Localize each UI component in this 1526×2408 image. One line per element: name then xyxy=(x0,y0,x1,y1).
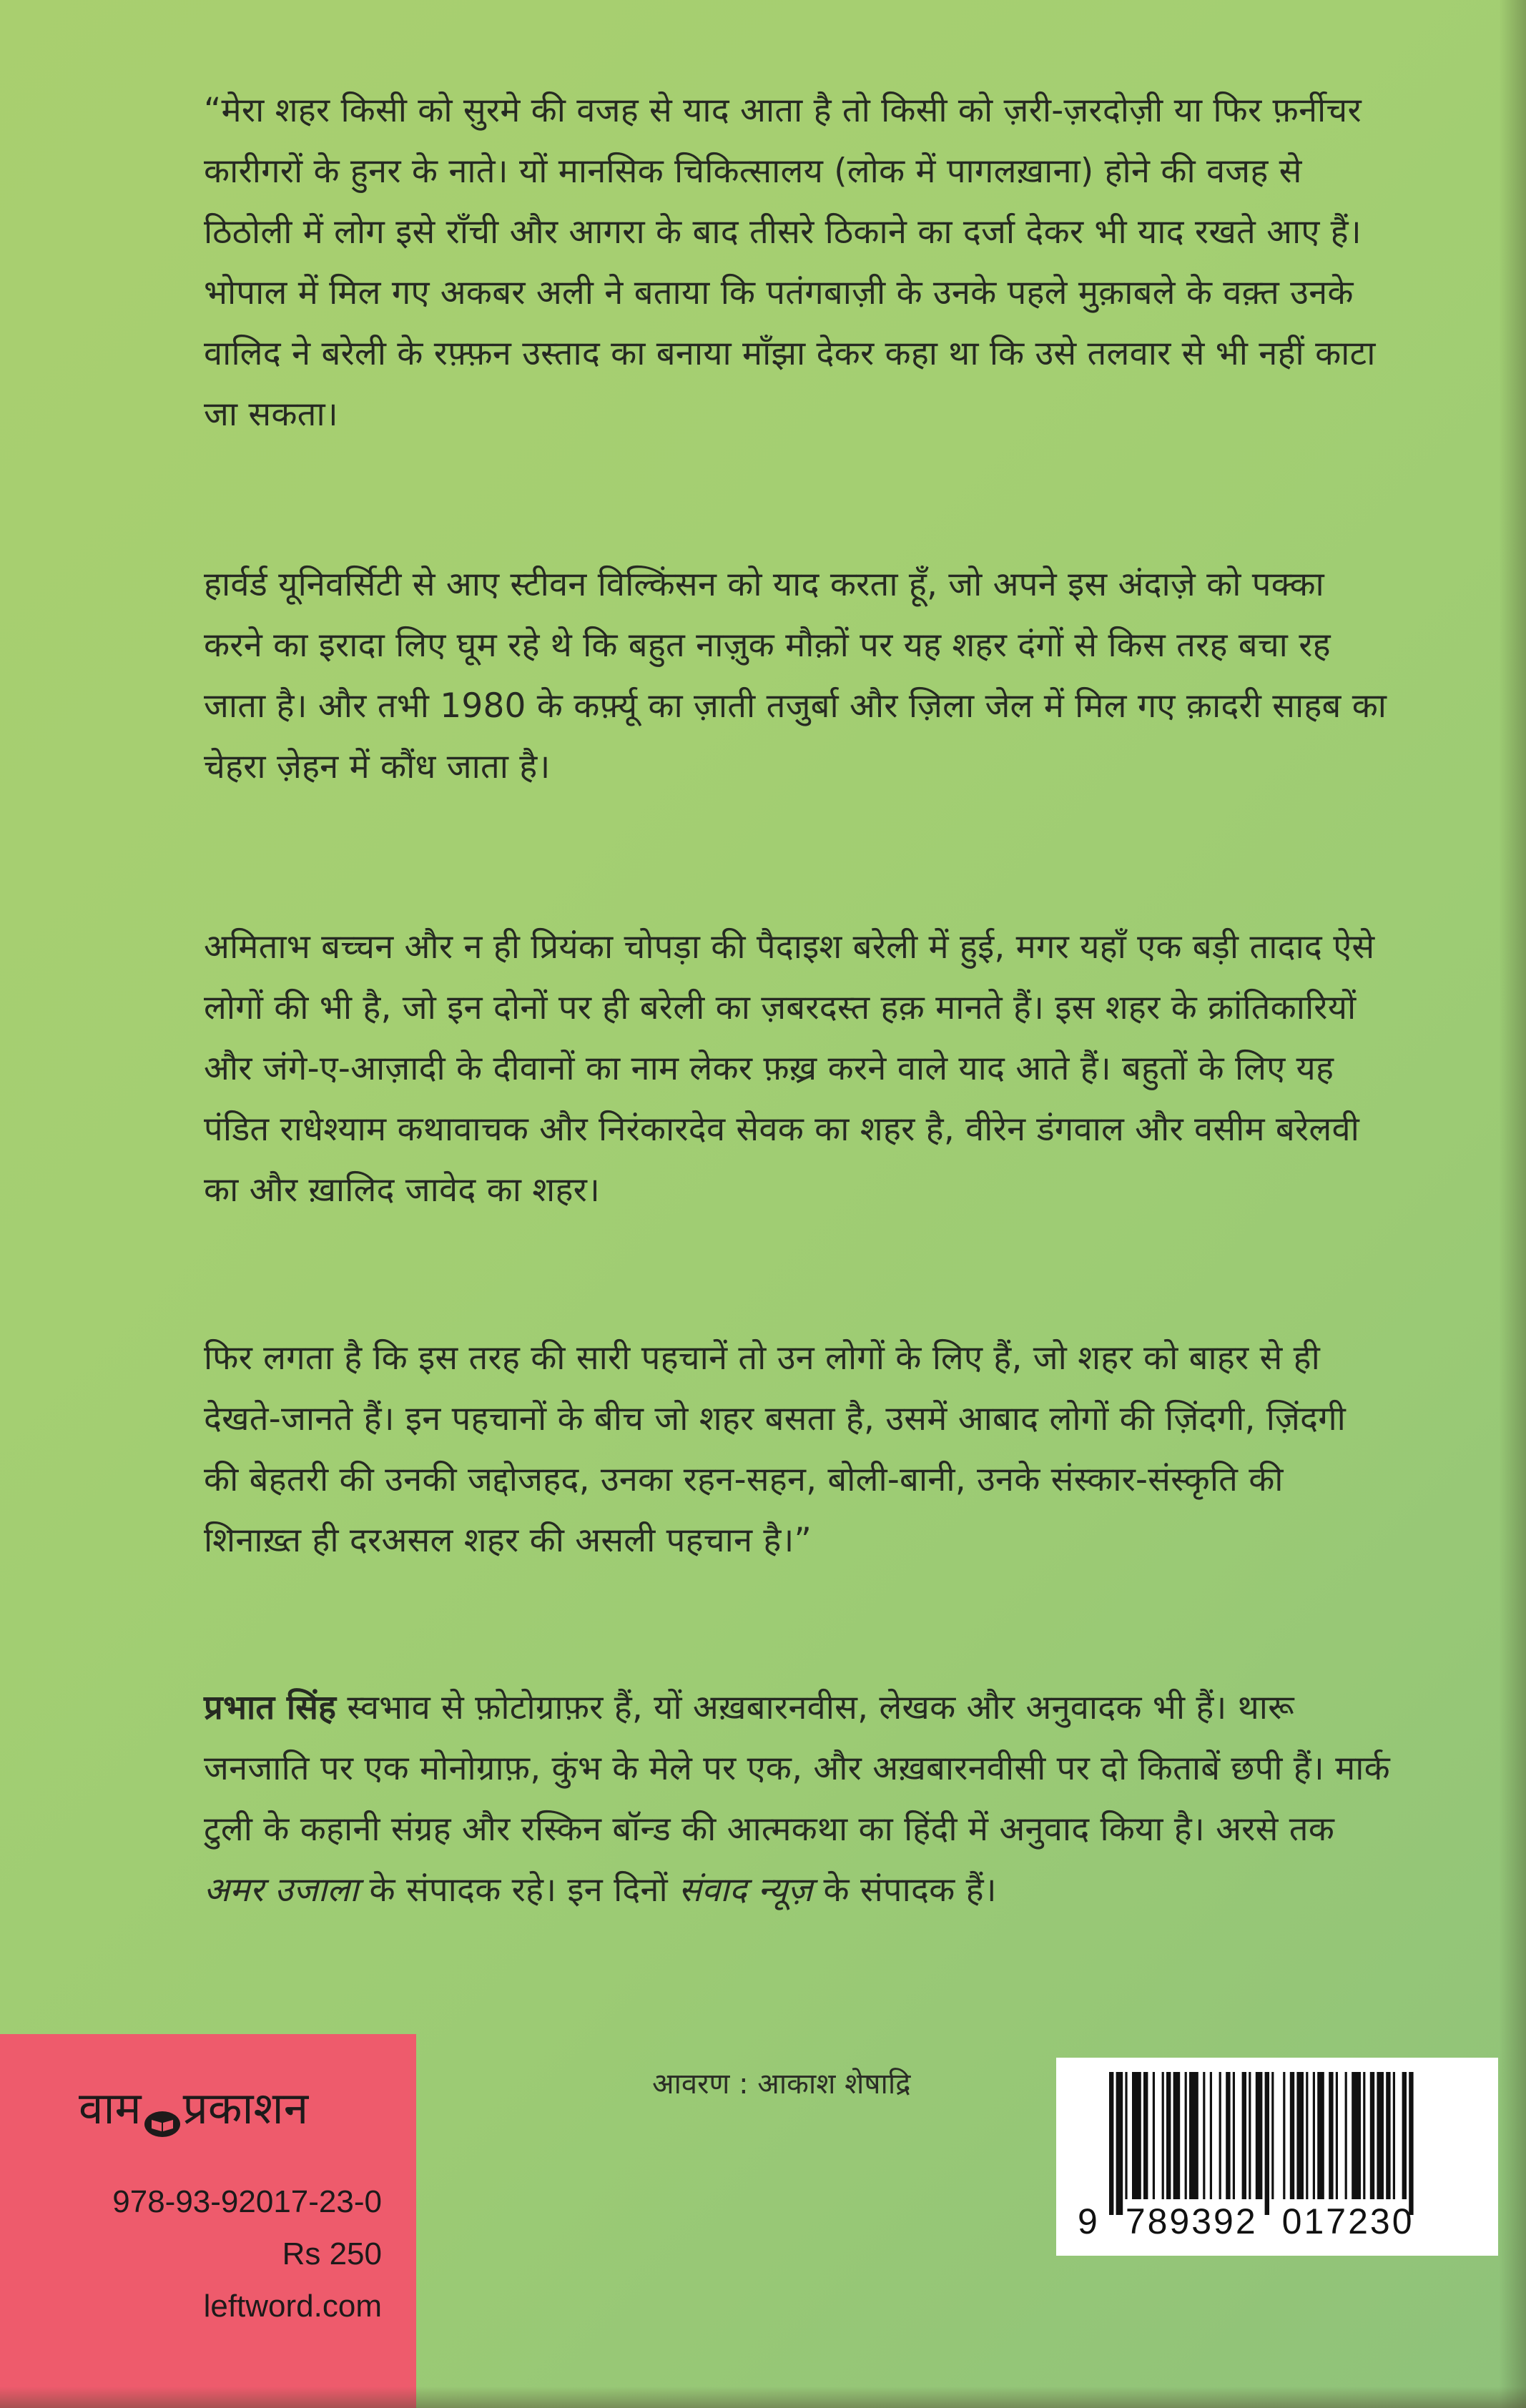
newspaper-title-2: संवाद न्यूज़ xyxy=(679,1870,813,1910)
barcode-bar xyxy=(1306,2072,1308,2199)
newspaper-title-1: अमर उजाला xyxy=(204,1870,359,1910)
publisher-logo-right: प्रकाशन xyxy=(182,2082,309,2134)
book-logo-icon xyxy=(143,2097,182,2126)
barcode-bar xyxy=(1296,2072,1304,2199)
barcode-bar xyxy=(1162,2072,1164,2199)
barcode-bar xyxy=(1153,2072,1155,2199)
barcode-bar xyxy=(1352,2072,1361,2199)
barcode-bar xyxy=(1249,2072,1251,2199)
barcode-bar xyxy=(1203,2072,1205,2199)
author-name: प्रभात सिंह xyxy=(204,1688,337,1727)
barcode-bar xyxy=(1317,2072,1324,2199)
blurb-paragraph-3-text: अमिताभ बच्चन और न ही प्रियंका चोपड़ा की पैदाइश बरेली में हुई, मगर यहाँ एक बड़ी तादाद ऐसे लोगों की भी है, जो इन दोनों पर ही बरेली का ज़बरदस्त हक़ मानते हैं। इस शहर के क्रांतिकारियों और जंगे-ए-आज़ादी के दीवानों का नाम लेकर फ़ख़्र करने वाले याद आते हैं। बहुतों के लिए यह पंडित राधेश्याम कथावाचक और निरंकारदेव सेवक का शहर है, वीरेन डंगवाल और वसीम बरेलवी का और ख़ालिद जावेद का शहर। xyxy=(204,927,1375,1210)
publisher-panel xyxy=(0,2034,416,2408)
barcode-bar xyxy=(1290,2072,1294,2199)
barcode-bar xyxy=(1377,2072,1384,2199)
cover-edge-shadow xyxy=(1499,0,1526,2408)
blurb-paragraph-4 xyxy=(204,1328,1391,1571)
barcode-bar xyxy=(1116,2072,1123,2215)
blurb-paragraph-1 xyxy=(204,80,1391,445)
isbn-barcode xyxy=(1056,2058,1498,2256)
publisher-website: leftword.com xyxy=(203,2289,382,2324)
barcode-bar xyxy=(1265,2072,1269,2215)
isbn-number: 978-93-92017-23-0 xyxy=(112,2184,382,2219)
author-bio-text xyxy=(204,1677,1391,1920)
barcode-digits-group-1: 789392 xyxy=(1125,2201,1258,2241)
barcode-bar xyxy=(1386,2072,1390,2199)
barcode-bar xyxy=(1125,2072,1127,2199)
author-bio xyxy=(204,1677,1391,1920)
barcode-bar xyxy=(1185,2072,1187,2199)
barcode-lead-digit: 9 xyxy=(1078,2201,1100,2241)
author-bio-part-2: के संपादक रहे। इन दिनों xyxy=(358,1870,679,1910)
barcode-bar xyxy=(1166,2072,1171,2199)
barcode-bar xyxy=(1370,2072,1374,2199)
barcode-bar xyxy=(1242,2072,1246,2199)
book-price: Rs 250 xyxy=(282,2236,382,2271)
barcode-bar xyxy=(1271,2072,1274,2199)
cover-bottom-shadow xyxy=(0,2387,1526,2408)
barcode-bar xyxy=(1409,2072,1413,2215)
blurb-paragraph-4-text: फिर लगता है कि इस तरह की सारी पहचानें तो उन लोगों के लिए हैं, जो शहर को बाहर से ही देखते-जानते हैं। इन पहचानों के बीच जो शहर बसता है, उसमें आबाद लोगों की ज़िंदगी, ज़िंदगी की बेहतरी की उनकी जद्दोजहद, उनका रहन-सहन, बोली-बानी, उनके संस्कार-संस्कृति की शिनाख़्त ही दरअसल शहर की असली पहचान है।” xyxy=(204,1338,1347,1560)
barcode-digits xyxy=(1078,2201,1414,2242)
blurb-paragraph-2-text: हार्वर्ड यूनिवर्सिटी से आए स्टीवन विल्किंसन को याद करता हूँ, जो अपने इस अंदाज़े को पक्का करने का इरादा लिए घूम रहे थे कि बहुत नाज़ुक मौक़ों पर यह शहर दंगों से किस तरह बचा रह जाता है। और तभी 1980 के कर्फ़्यू का ज़ाती तजुर्बा और ज़िला जेल में मिल गए क़ादरी साहब का चेहरा ज़ेहन में कौंध जाता है। xyxy=(204,565,1387,786)
barcode-bar xyxy=(1132,2072,1141,2199)
barcode-bar xyxy=(1329,2072,1333,2199)
barcode-bar xyxy=(1143,2072,1148,2199)
barcode-bar xyxy=(1363,2072,1365,2199)
blurb-paragraph-3 xyxy=(204,917,1391,1220)
blurb-paragraph-2 xyxy=(204,554,1391,797)
barcode-bar xyxy=(1402,2072,1407,2199)
barcode-bar xyxy=(1233,2072,1235,2199)
barcode-bar xyxy=(1173,2072,1181,2199)
barcode-bar xyxy=(1336,2072,1338,2199)
barcode-bar xyxy=(1256,2072,1263,2199)
author-bio-part-3: के संपादक हैं। xyxy=(812,1870,997,1910)
barcode-bar xyxy=(1393,2072,1395,2199)
blurb-paragraph-1-text: “मेरा शहर किसी को सुरमे की वजह से याद आता है तो किसी को ज़री-ज़रदोज़ी या फिर फ़र्नीचर कारीगरों के हुनर के नाते। यों मानसिक चिकित्सालय (लोक में पागलख़ाना) होने की वजह से ठिठोली में लोग इसे राँची और आगरा के बाद तीसरे ठिकाने का दर्जा देकर भी याद रखते आए हैं। भोपाल में मिल गए अकबर अली ने बताया कि पतंगबाज़ी के उनके पहले मुक़ाबले के वक़्त उनके वालिद ने बरेली के रफ़्फ़न उस्ताद का बनाया माँझा देकर कहा था कि उसे तलवार से भी नहीं काटा जा सकता। xyxy=(204,91,1376,434)
barcode-bar xyxy=(1210,2072,1212,2199)
barcode-bar xyxy=(1283,2072,1285,2199)
barcode-digits-group-2: 017230 xyxy=(1281,2201,1414,2241)
barcode-bar xyxy=(1226,2072,1230,2199)
barcode-bar xyxy=(1109,2072,1113,2215)
cover-credit: आवरण : आकाश शेषाद्रि xyxy=(652,2068,911,2101)
author-bio-part-1: स्वभाव से फ़ोटोग्राफ़र हैं, यों अख़बारनवीस, लेखक और अनुवादक भी हैं। थारू जनजाति पर एक मोनोग्राफ़, कुंभ के मेले पर एक, और अख़बारनवीसी पर दो किताबें छपी हैं। मार्क टुली के कहानी संग्रह और रस्किन बॉन्ड की आत्मकथा का हिंदी में अनुवाद किया है। अरसे तक xyxy=(204,1688,1390,1849)
barcode-bar xyxy=(1219,2072,1221,2199)
publisher-logo-left: वाम xyxy=(79,2082,142,2134)
barcode-bar xyxy=(1189,2072,1198,2199)
publisher-logo xyxy=(79,2077,308,2137)
barcode-bar xyxy=(1345,2072,1347,2199)
barcode-bar xyxy=(1313,2072,1315,2199)
